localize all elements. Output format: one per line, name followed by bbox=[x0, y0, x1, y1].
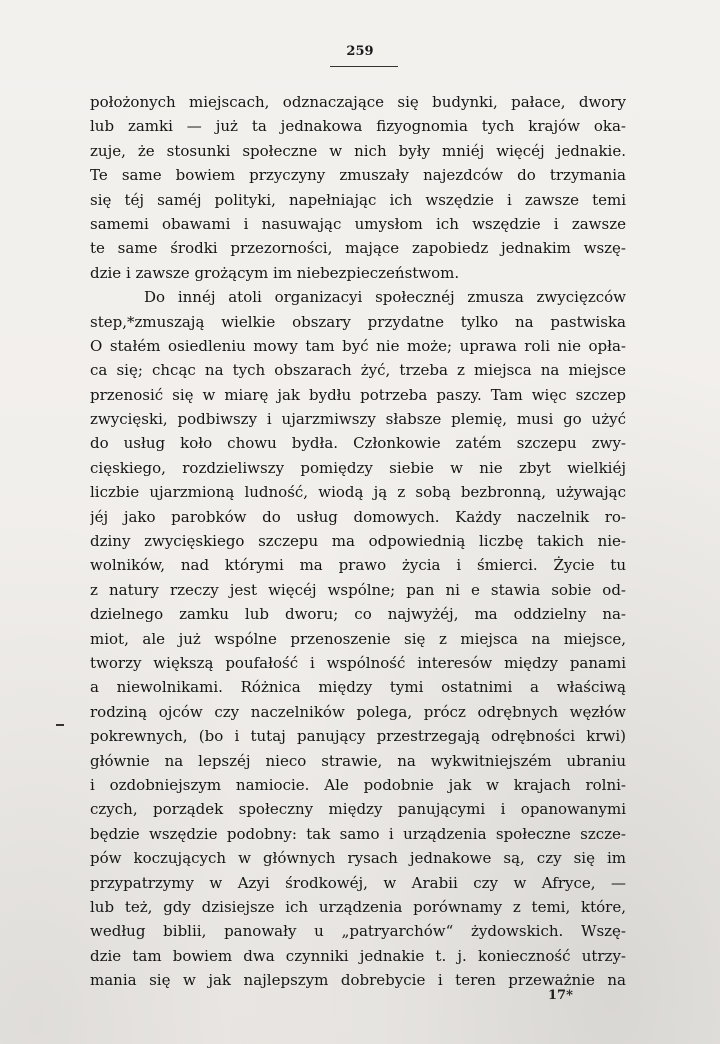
text-line: dzie tam bowiem dwa czynniki jednakie t. j. konieczność utrzy- bbox=[90, 946, 626, 965]
text-line: dzie i zawsze grożącym im niebezpieczeństwom. bbox=[90, 263, 460, 282]
text-line: cięskiego, rozdzieliwszy pomiędzy siebie w nie zbyt wielkiéj bbox=[90, 458, 626, 477]
text-line: i ozdobniejszym namiocie. Ale podobnie jak w krajach rolni- bbox=[90, 775, 626, 794]
text-line: jéj jako parobków do usług domowych. Każdy naczelnik ro- bbox=[90, 507, 626, 526]
margin-mark bbox=[56, 724, 64, 726]
text-line: głównie na lepszéj nieco strawie, na wykwitniejszém ubraniu bbox=[90, 751, 626, 770]
text-line: dziny zwycięskiego szczepu ma odpowiednią liczbę takich nie- bbox=[90, 532, 626, 551]
text-line: dzielnego zamku lub dworu; co najwyżéj, ma oddzielny na- bbox=[90, 605, 626, 624]
text-line: ca się; chcąc na tych obszarach żyć, trzeba z miejsca na miejsce bbox=[90, 361, 626, 380]
text-line: liczbie ujarzmioną ludność, wiodą ją z sobą bezbronną, używając bbox=[90, 483, 626, 502]
signature-mark: 17* bbox=[548, 988, 573, 1003]
text-line: O stałém osiedleniu mowy tam być nie może; uprawa roli nie opła- bbox=[90, 336, 626, 355]
text-line: tworzy większą poufałość i wspólność interesów między panami bbox=[90, 653, 626, 672]
text-line: pów koczujących w głównych rysach jednakowe są, czy się im bbox=[90, 849, 626, 868]
paragraph-2 bbox=[90, 285, 626, 992]
text-line: wolników, nad którymi ma prawo życia i śmierci. Życie tu bbox=[90, 556, 626, 575]
text-line: miot, ale już wspólne przenoszenie się z miejsca na miejsce, bbox=[90, 629, 626, 648]
text-line: lub też, gdy dzisiejsze ich urządzenia porównamy z temi, które, bbox=[90, 897, 626, 916]
text-line: się téj saméj polityki, napełniając ich wszędzie i zawsze temi bbox=[90, 190, 626, 209]
text-line: według biblii, panowały u „patryarchów“ żydowskich. Wszę- bbox=[90, 922, 626, 941]
text-line: przenosić się w miarę jak bydłu potrzeba paszy. Tam więc szczep bbox=[90, 385, 626, 404]
text-line: do usług koło chowu bydła. Członkowie zatém szczepu zwy- bbox=[90, 434, 626, 453]
text-line: mania się w jak najlepszym dobrebycie i teren przeważnie na bbox=[90, 971, 626, 990]
text-line: a niewolnikami. Różnica między tymi ostatnimi a właściwą bbox=[90, 678, 626, 697]
text-line: zuje, że stosunki społeczne w nich były mniéj więcéj jednakie. bbox=[90, 141, 626, 160]
text-line: Te same bowiem przyczyny zmuszały najezdców do trzymania bbox=[90, 166, 626, 185]
text-line: czych, porządek społeczny między panującymi i opanowanymi bbox=[90, 800, 626, 819]
text-line: Do innéj atoli organizacyi społecznéj zmusza zwycięzców bbox=[144, 288, 626, 307]
text-line: rodziną ojców czy naczelników polega, prócz odrębnych węzłów bbox=[90, 702, 626, 721]
text-line: będzie wszędzie podobny: tak samo i urządzenia społeczne szcze- bbox=[90, 824, 626, 843]
text-line: przypatrzymy w Azyi środkowéj, w Arabii czy w Afryce, — bbox=[90, 873, 626, 892]
text-line: te same środki przezorności, mające zapobiedz jednakim wszę- bbox=[90, 239, 626, 258]
header-rule bbox=[330, 66, 398, 67]
text-line: samemi obawami i nasuwając umysłom ich wszędzie i zawsze bbox=[90, 214, 626, 233]
paragraph-1 bbox=[90, 90, 626, 285]
text-line: z natury rzeczy jest więcéj wspólne; pan ni e stawia sobie od- bbox=[90, 580, 626, 599]
text-line: pokrewnych, (bo i tutaj panujący przestrzegają odrębności krwi) bbox=[90, 727, 626, 746]
body-text bbox=[90, 90, 626, 992]
text-line: położonych miejscach, odznaczające się budynki, pałace, dwory bbox=[90, 93, 626, 111]
text-line: step,*zmuszają wielkie obszary przydatne tylko na pastwiska bbox=[90, 312, 626, 331]
text-line: lub zamki — już ta jednakowa fizyognomia tych krajów oka- bbox=[90, 117, 626, 136]
page-number: 259 bbox=[346, 44, 374, 59]
text-line: zwycięski, podbiwszy i ujarzmiwszy słabsze plemię, musi go użyć bbox=[90, 410, 626, 429]
